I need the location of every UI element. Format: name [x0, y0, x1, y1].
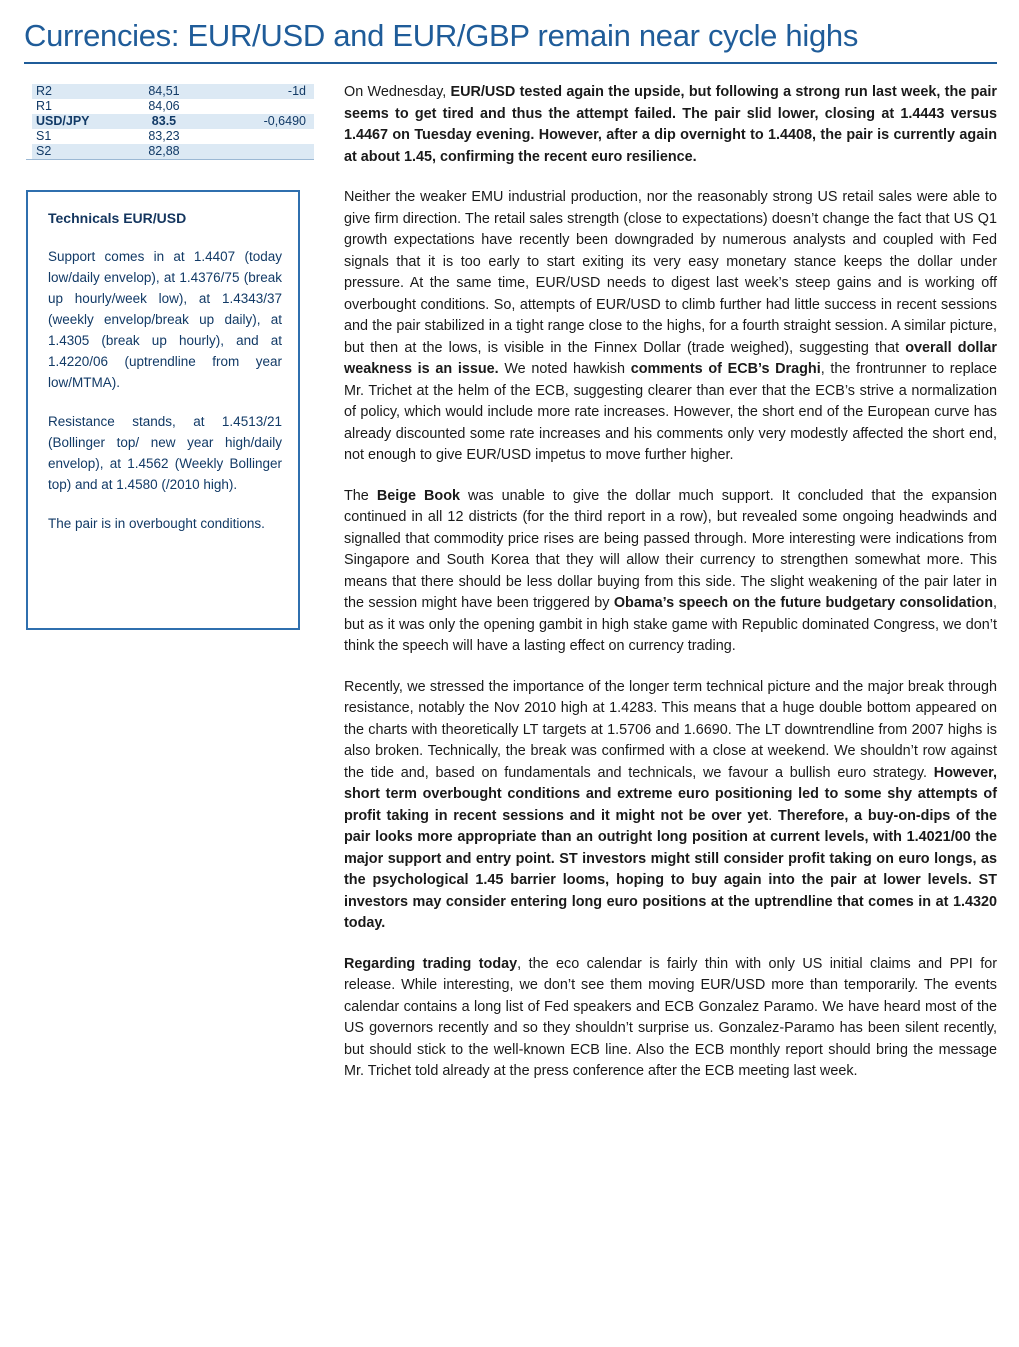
left-column — [22, 82, 316, 630]
article-paragraph-2: Neither the weaker EMU industrial production, nor the reasonably strong US retail sales were able to give firm direction. The retail sales strength (close to expectations) doesn’t change the fact that US Q1 growth expectations have recently been downgraded by numerous analysts and coupled with Fed signals that it is too early to start exiting its very easy monetary stance keeps the dollar under pressure. At the same time, EUR/USD needs to digest last week’s steep gains and is working off overbought conditions. So, attempts of EUR/USD to climb further had little success in recent sessions and the pair stabilized in a tight range close to the highs, for a fourth straight session. A similar picture, but then at the lows, is visible in the Finnex Dollar (trade weighed), suggesting that overall dollar weakness is an issue. We noted hawkish comments of ECB’s Draghi, the frontrunner to replace Mr. Trichet at the helm of the ECB, suggesting clearer than ever that the ECB’s strive a normalization of policy, which would include more rate increases. However, the short end of the European curve has already discounted some rate increases and his comments only very modestly affected the short end, not enough to give EUR/USD impetus to move further higher. — [344, 189, 998, 463]
technicals-box — [26, 190, 300, 630]
quote-change — [213, 129, 314, 144]
article-paragraph-1: On Wednesday, EUR/USD tested again the upside, but following a strong run last week, the pair seems to get tired and thus the attempt failed. The pair slid lower, closing at 1.4443 versus 1.4467 on Tuesday evening. However, after a dip overnight to 1.4408, the pair is currently again at about 1.45, confirming the recent euro resilience. — [344, 84, 997, 165]
quote-value: 84,06 — [115, 99, 214, 114]
title-divider — [24, 62, 997, 64]
quote-change — [213, 144, 314, 159]
article-paragraph-5: Regarding trading today, the eco calendar is fairly thin with only US initial claims and PPI for release. While interesting, we don’t see them moving EUR/USD more than temporarily. The events calendar contains a long list of Fed speakers and ECB Gonzalez Paramo. We have heard most of the US governors recently and so they shouldn’t surprise us. Gonzalez-Paramo has been silent recently, but should stick to the well-known ECB line. Also the ECB monthly report should bring the message Mr. Trichet told already at the press conference after the ECB meeting last week. — [344, 955, 997, 1079]
quote-value: 84,51 — [115, 84, 214, 99]
table-row — [32, 84, 314, 99]
technicals-heading: Technicals EUR/USD — [48, 210, 187, 226]
table-row-usdjpy — [32, 114, 314, 129]
page-title: Currencies: EUR/USD and EUR/GBP remain near cycle highs — [24, 18, 859, 53]
article-column — [344, 82, 997, 1102]
technicals-conditions-paragraph: The pair is in overbought conditions. — [48, 516, 265, 531]
quote-label: R2 — [32, 84, 115, 99]
article-paragraph-3: The Beige Book was unable to give the dollar much support. It concluded that the expansion continued in all 12 districts (for the third report in a row), but revealed some ongoing headwinds and signalled that commodity price rises are being passed through. More interesting were indications from Singapore and South Korea that they will allow their currency to strengthen somewhat more. This means that there should be less dollar buying from this side. The slight weakening of the pair later in the session might have been triggered by Obama’s speech on the future budgetary consolidation, but as it was only the opening gambit in high stake game with Republic dominated Congress, we don’t think the speech will have a lasting effect on currency trading. — [344, 487, 997, 654]
quote-label: S1 — [32, 129, 115, 144]
quote-change — [213, 99, 314, 114]
quote-value: 82,88 — [115, 144, 214, 159]
technicals-resistance-paragraph: Resistance stands, at 1.4513/21 (Bollinger top/ new year high/daily envelop), at 1.4562 (Weekly Bollinger top) and at 1.4580 (/2010 high). — [48, 414, 282, 492]
table-row — [32, 144, 314, 159]
quote-value: 83.5 — [115, 114, 214, 129]
quote-change: -0,6490 — [213, 114, 314, 129]
quote-label: S2 — [32, 144, 115, 159]
quote-change: -1d — [213, 84, 314, 99]
quote-label: USD/JPY — [32, 114, 115, 129]
quote-label: R1 — [32, 99, 115, 114]
table-row — [32, 99, 314, 114]
table-row — [32, 129, 314, 144]
quote-table-wrapper — [26, 84, 314, 160]
quote-table — [32, 84, 314, 159]
technicals-support-paragraph: Support comes in at 1.4407 (today low/daily envelop), at 1.4376/75 (break up hourly/week low), at 1.4343/37 (weekly envelop/break up daily), at 1.4305 (break up hourly), and at 1.4220/06 (uptrendline from year low/MTMA). — [48, 249, 282, 390]
quote-value: 83,23 — [115, 129, 214, 144]
article-paragraph-4: Recently, we stressed the importance of the longer term technical picture and the major break through resistance, notably the Nov 2010 high at 1.4283. This means that a huge double bottom appeared on the charts with theoretically LT targets at 1.5706 and 1.6690. The LT downtrendline from 2007 highs is also broken. Technically, the break was confirmed with a close at weekend. We shouldn’t row against the tide and, based on fundamentals and technicals, we favour a bullish euro strategy. However, short term overbought conditions and extreme euro positioning led to some shy attempts of profit taking in recent sessions and it might not be over yet. Therefore, a buy-on-dips of the pair looks more appropriate than an outright long position at current levels, with 1.4021/00 the major support and entry point. ST investors might still consider profit taking on euro longs, as the psychological 1.45 barrier looms, hoping to buy again into the pair at lower levels. ST investors may consider entering long euro positions at the uptrendline that comes in at 1.4320 today. — [344, 678, 997, 931]
content-columns — [22, 82, 997, 1102]
